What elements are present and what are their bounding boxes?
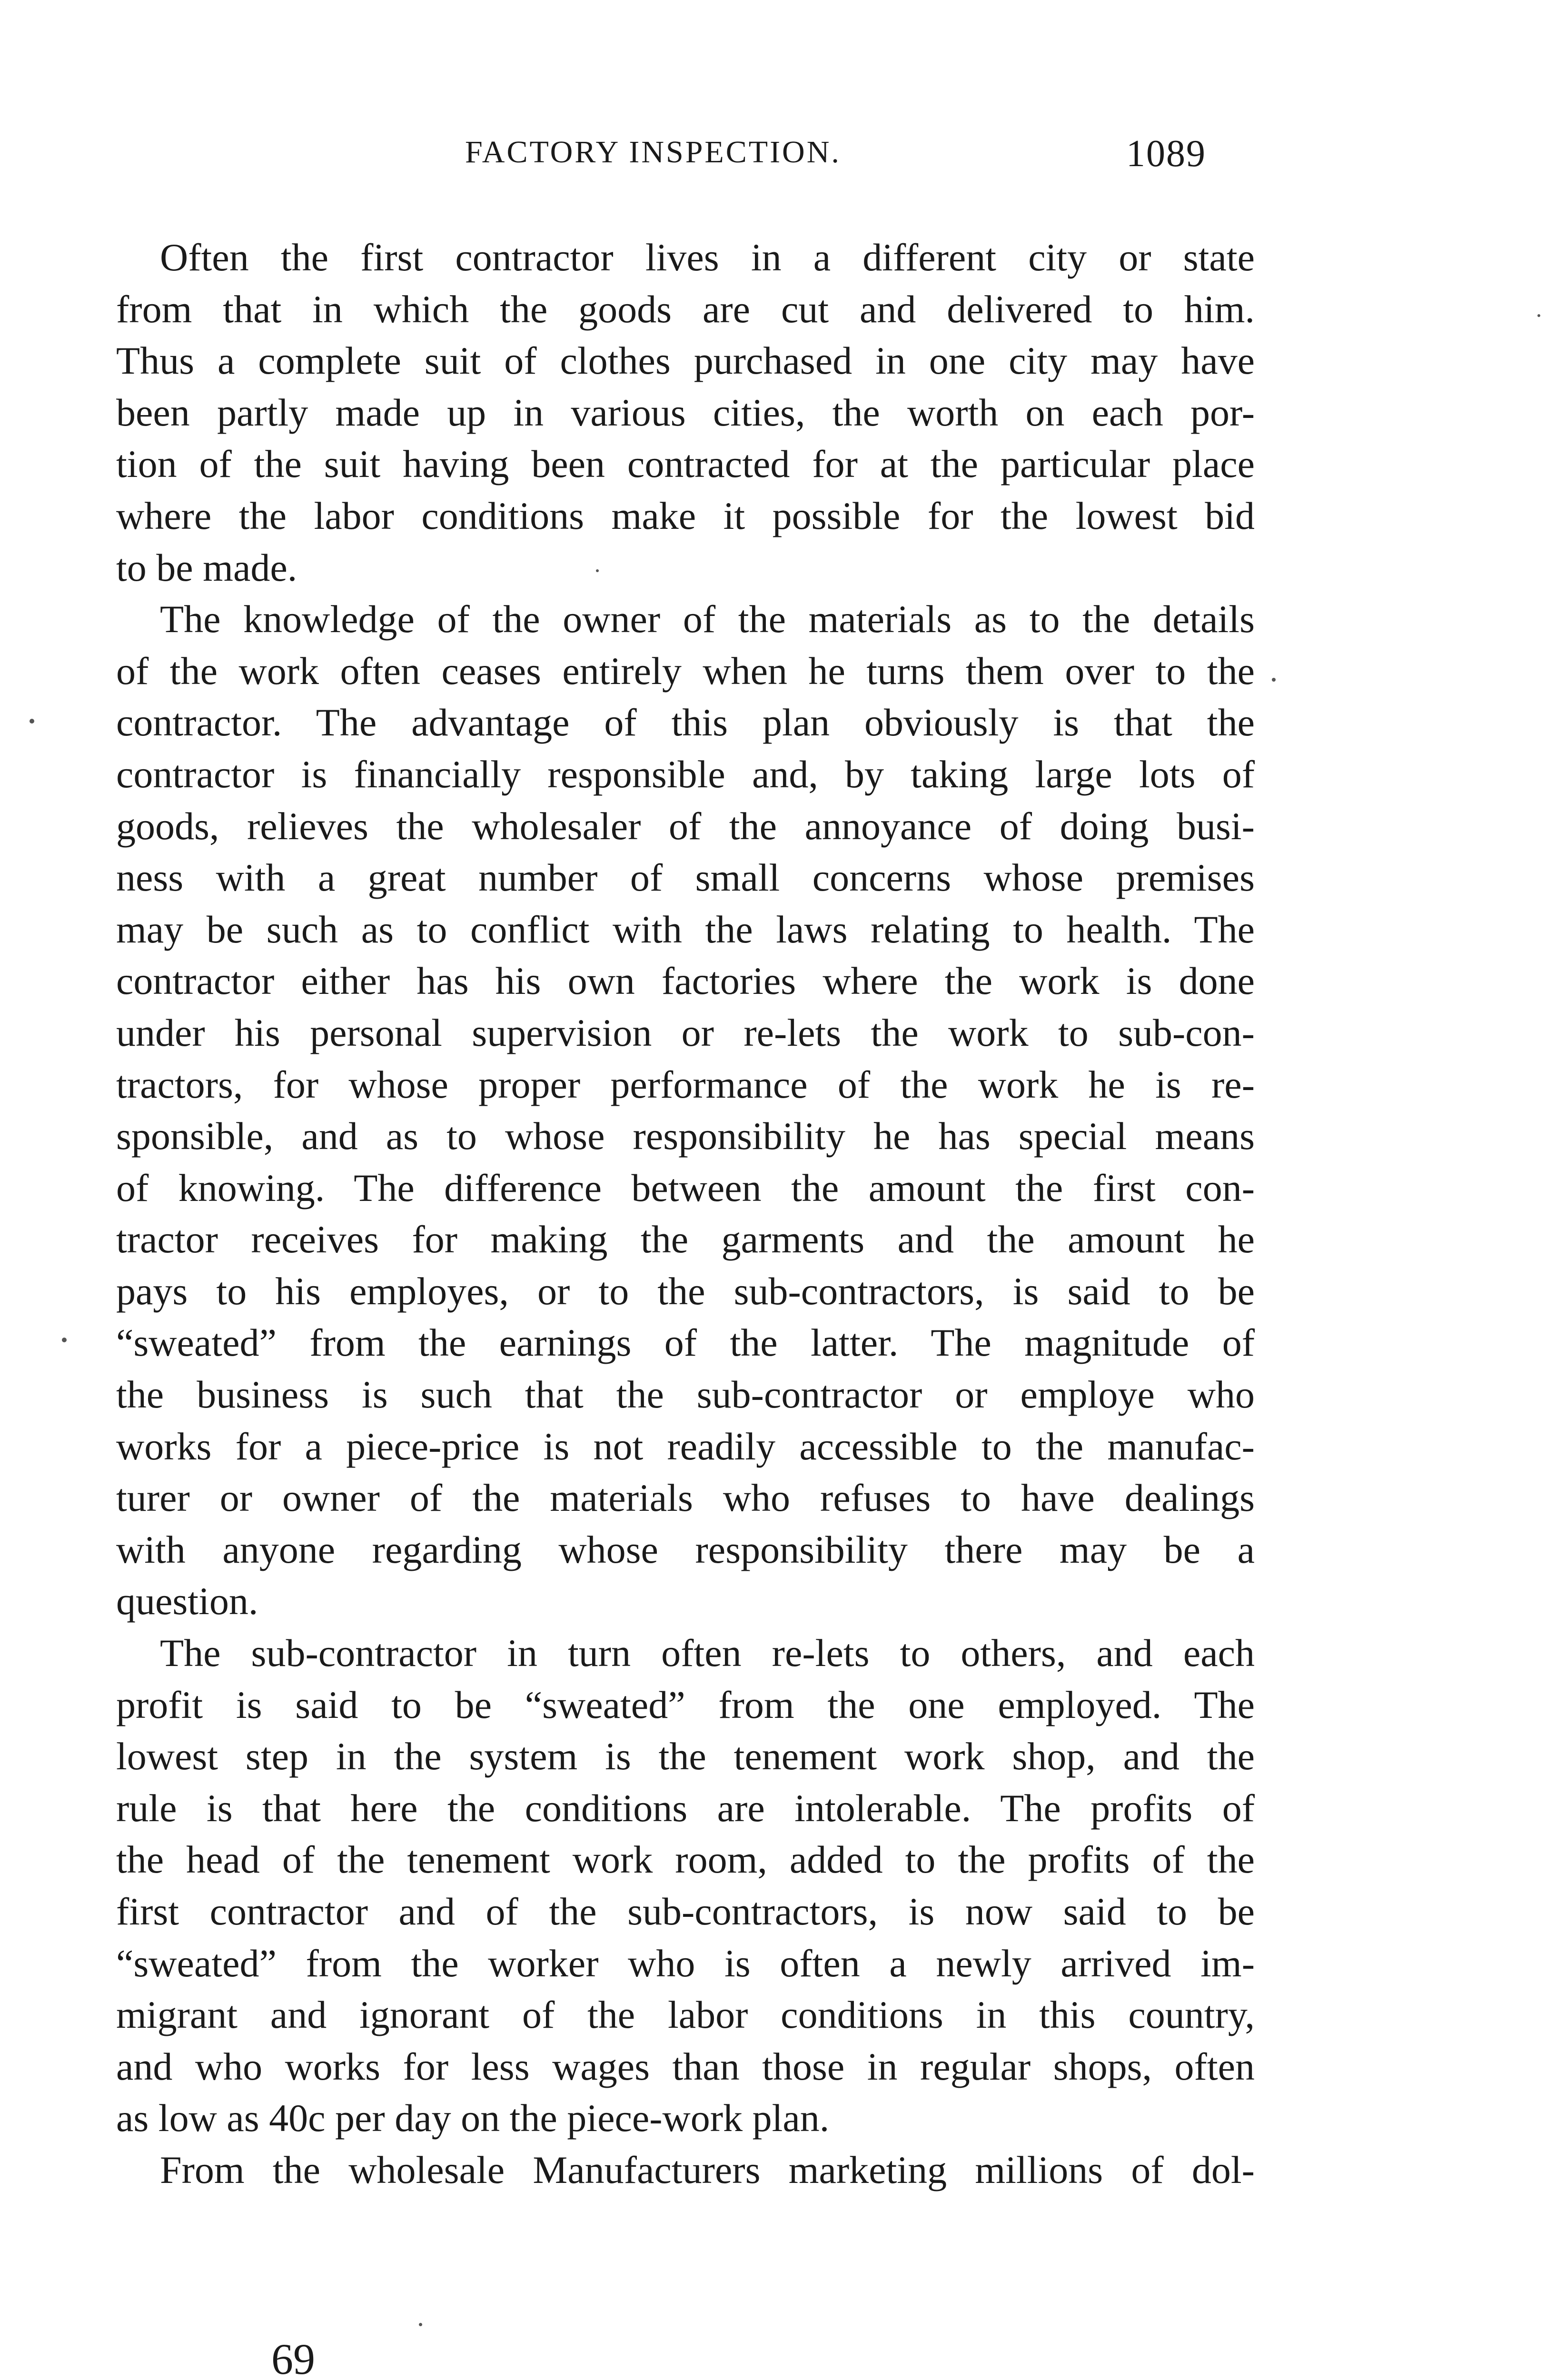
text-line: The sub-contractor in turn often re-lets to others, and each	[160, 1631, 1255, 1675]
running-title: FACTORY INSPECTION.	[465, 135, 841, 169]
scan-speck	[30, 719, 34, 724]
text-line: tractors, for whose proper performance of the work he is re-	[116, 1062, 1255, 1106]
scan-speck	[1537, 314, 1540, 317]
text-line: as low as 40c per day on the piece-work plan.	[116, 2096, 830, 2140]
text-line: The knowledge of the owner of the materials as to the details	[160, 597, 1255, 641]
text-line: the head of the tenement work room, added to the profits of the	[116, 1838, 1255, 1882]
scan-speck	[419, 2323, 422, 2326]
text-line: been partly made up in various cities, the worth on each por-	[116, 390, 1255, 434]
text-line: of knowing. The difference between the amount the first con-	[116, 1166, 1255, 1210]
text-line: contractor either has his own factories where the work is done	[116, 959, 1255, 1003]
text-line: from that in which the goods are cut and delivered to him.	[116, 287, 1255, 331]
text-line: “sweated” from the earnings of the latter. The magnitude of	[116, 1321, 1255, 1365]
text-line: where the labor conditions make it possible for the lowest bid	[116, 494, 1255, 537]
text-line: profit is said to be “sweated” from the one employed. The	[116, 1683, 1255, 1726]
body-text	[116, 232, 1255, 2196]
text-line: first contractor and of the sub-contractors, is now said to be	[116, 1890, 1255, 1933]
text-line: “sweated” from the worker who is often a newly arrived im-	[116, 1941, 1255, 1985]
text-line: rule is that here the conditions are intolerable. The profits of	[116, 1786, 1255, 1830]
text-line: lowest step in the system is the tenement work shop, and the	[116, 1735, 1255, 1778]
text-line: goods, relieves the wholesaler of the annoyance of doing busi-	[116, 804, 1255, 848]
scan-speck	[1272, 678, 1276, 682]
text-line: the business is such that the sub-contractor or employe who	[116, 1373, 1255, 1417]
text-line: and who works for less wages than those in regular shops, often	[116, 2044, 1255, 2088]
text-line: tractor receives for making the garments and the amount he	[116, 1218, 1255, 1261]
scan-speck	[62, 1338, 67, 1342]
text-line: under his personal supervision or re-lets the work to sub-con-	[116, 1011, 1255, 1054]
text-line: of the work often ceases entirely when he turns them over to the	[116, 649, 1255, 693]
text-line: works for a piece-price is not readily accessible to the manufac-	[116, 1424, 1255, 1468]
text-line: with anyone regarding whose responsibility there may be a	[116, 1527, 1255, 1571]
text-line: tion of the suit having been contracted for at the particular place	[116, 442, 1255, 486]
text-line: contractor. The advantage of this plan obviously is that the	[116, 701, 1255, 744]
text-line: contractor is financially responsible and, by taking large lots of	[116, 752, 1255, 796]
text-line: From the wholesale Manufacturers marketing millions of dol-	[160, 2148, 1255, 2192]
text-line: to be made.	[116, 545, 297, 589]
page-number: 1089	[1126, 133, 1206, 175]
text-line: question.	[116, 1579, 258, 1623]
text-line: migrant and ignorant of the labor conditions in this country,	[116, 1993, 1255, 2037]
text-line: pays to his employes, or to the sub-contractors, is said to be	[116, 1269, 1255, 1313]
scan-speck	[596, 569, 599, 572]
text-line: Thus a complete suit of clothes purchased in one city may have	[116, 339, 1255, 383]
text-line: turer or owner of the materials who refuses to have dealings	[116, 1476, 1255, 1520]
text-line: sponsible, and as to whose responsibility he has special means	[116, 1114, 1255, 1158]
text-line: may be such as to conflict with the laws relating to health. The	[116, 907, 1255, 951]
signature-mark: 69	[271, 2335, 315, 2380]
text-line: Often the first contractor lives in a different city or state	[160, 236, 1255, 279]
text-line: ness with a great number of small concerns whose premises	[116, 856, 1255, 900]
